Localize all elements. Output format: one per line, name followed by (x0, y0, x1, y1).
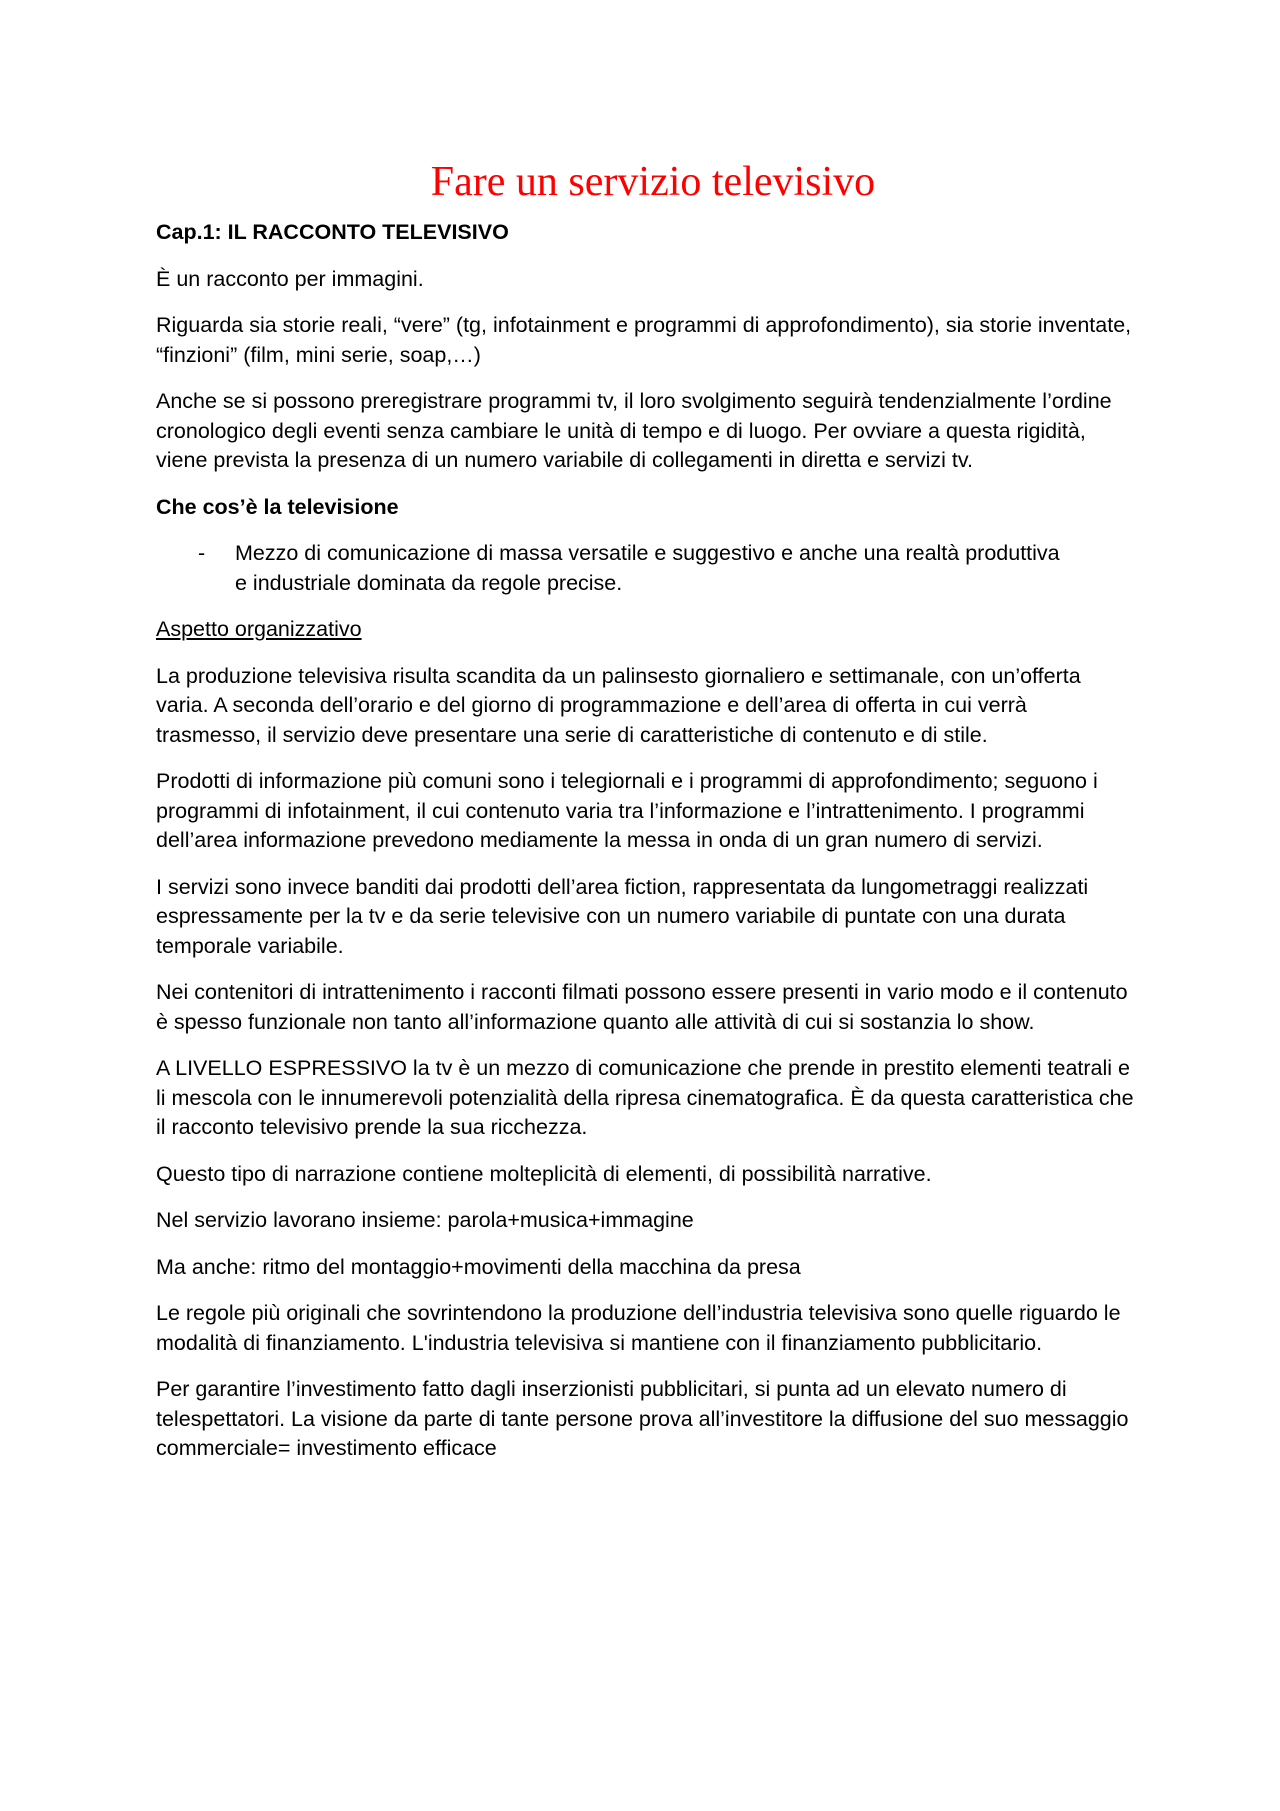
paragraph: Prodotti di informazione più comuni sono i telegiornali e i programmi di approfondimento; seguono i programmi di infotainment, il cui contenuto varia tra l’informazione e l’intrattenimento. I programmi dell’area informazione prevedono mediamente la messa in onda di un gran numero di servizi. (156, 769, 1098, 852)
paragraph: Nel servizio lavorano insieme: parola+musica+immagine (156, 1208, 694, 1232)
bullet-marker: - (198, 541, 206, 565)
document-content (156, 152, 1136, 1481)
paragraph: Anche se si possono preregistrare programmi tv, il loro svolgimento seguirà tendenzialmente l’ordine cronologico degli eventi senza cambiare le unità di tempo e di luogo. Per ovviare a questa rigidità, viene prevista la presenza di un numero variabile di collegamenti in diretta e servizi tv. (156, 389, 1112, 472)
chapter-heading: Cap.1: IL RACCONTO TELEVISIVO (156, 220, 509, 244)
paragraph: Per garantire l’investimento fatto dagli inserzionisti pubblicitari, si punta ad un elevato numero di telespettatori. La visione da parte di tante persone prova all’investitore la diffusione del suo messaggio commerciale= investimento efficace (156, 1377, 1129, 1460)
paragraph: È un racconto per immagini. (156, 266, 424, 291)
paragraph: I servizi sono invece banditi dai prodotti dell’area fiction, rappresentata da lungometraggi realizzati espressamente per la tv e da serie televisive con un numero variabile di puntate con una durata temporale variabile. (156, 874, 1089, 958)
paragraph: Nei contenitori di intrattenimento i racconti filmati possono essere presenti in vario modo e il contenuto è spesso funzionale non tanto all’informazione quanto alle attività di cui si sostanzia lo show. (156, 980, 1128, 1034)
paragraph: Questo tipo di narrazione contiene molteplicità di elementi, di possibilità narrative. (156, 1161, 932, 1186)
paragraph: Riguarda sia storie reali, “vere” (tg, infotainment e programmi di approfondimento), sia storie inventate, “finzioni” (film, mini serie, soap,…) (156, 313, 1132, 367)
bullet-list (156, 539, 1136, 598)
paragraph: Ma anche: ritmo del montaggio+movimenti della macchina da presa (156, 1254, 801, 1279)
paragraph: A LIVELLO ESPRESSIVO la tv è un mezzo di comunicazione che prende in prestito elementi teatrali e li mescola con le innumerevoli potenzialità della ripresa cinematografica. È da questa caratteristica che il racconto televisivo prende la sua ricchezza. (156, 1056, 1134, 1139)
paragraph: La produzione televisiva risulta scandita da un palinsesto giornaliero e settimanale, con un’offerta varia. A seconda dell’orario e del giorno di programmazione e dell’area di offerta in cui verrà trasmesso, il servizio deve presentare una serie di caratteristiche di contenuto e di stile. (156, 663, 1081, 747)
document-title: Fare un servizio televisivo (430, 159, 876, 205)
list-item (156, 539, 1136, 598)
bullet-text: Mezzo di comunicazione di massa versatile e suggestivo e anche una realtà produttiva e industriale dominata da regole precise. (235, 541, 1060, 595)
subsection-heading: Aspetto organizzativo (156, 617, 362, 641)
section-heading: Che cos’è la televisione (156, 494, 399, 519)
paragraph: Le regole più originali che sovrintendono la produzione dell’industria televisiva sono quelle riguardo le modalità di finanziamento. L'industria televisiva si mantiene con il finanziamento pubblicitario. (156, 1301, 1121, 1355)
